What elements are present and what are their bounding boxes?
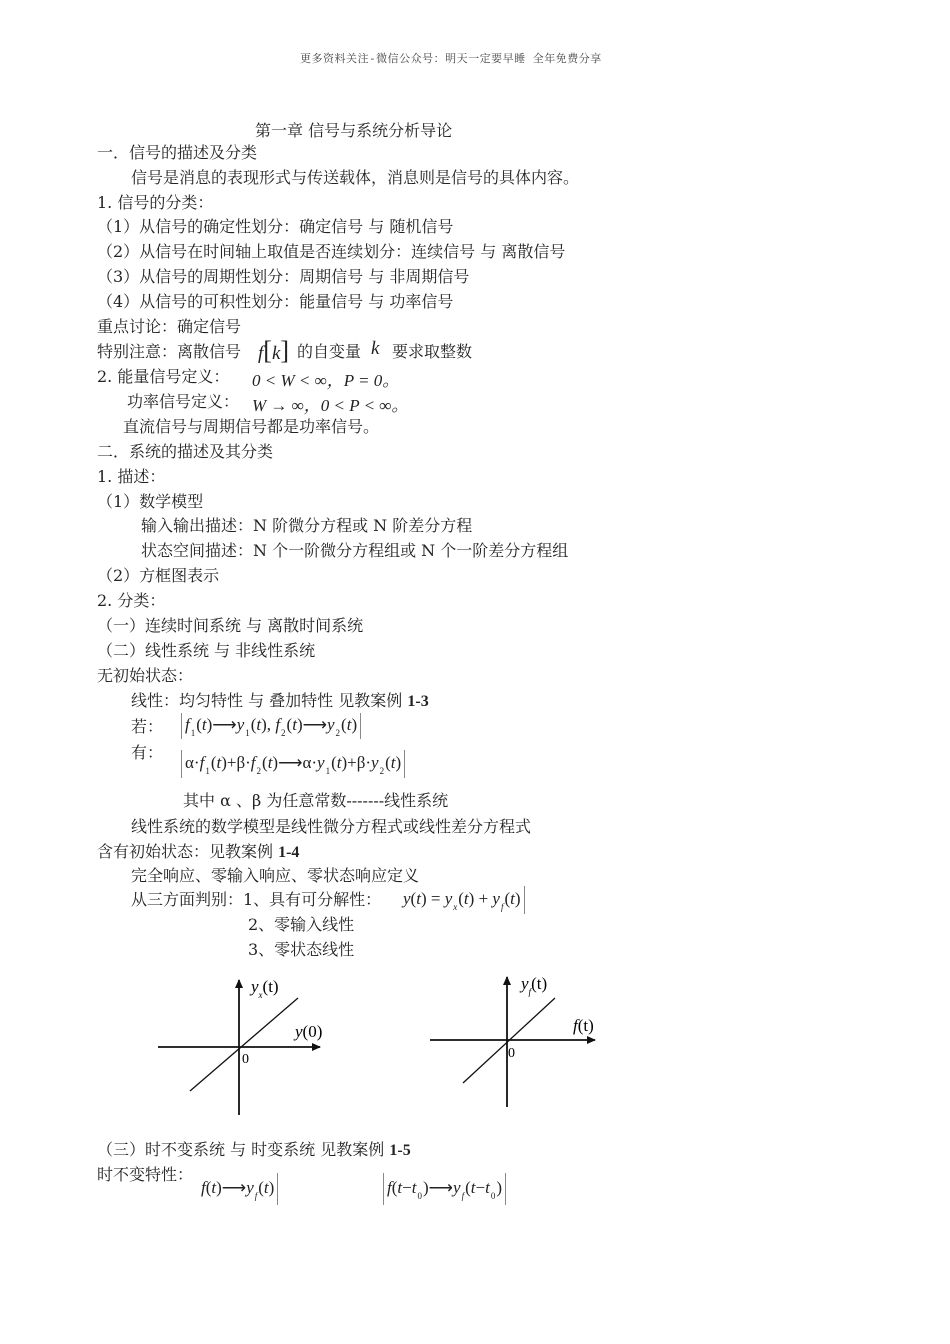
text-line: （1）数学模型: [97, 492, 204, 511]
text-line: 重点讨论：确定信号: [97, 317, 242, 336]
f-of-k-formula: f[k]: [258, 336, 290, 365]
text-line: 特别注意：离散信号: [97, 342, 242, 361]
y-axis-label: $y_x(t)$: [251, 977, 279, 1000]
text-line: （一）连续时间系统 与 离散时间系统: [97, 616, 364, 635]
paragraph: 信号是消息的表现形式与传送载体，消息则是信号的具体内容。: [131, 168, 580, 187]
page-header: 更多资料关注-微信公众号：明天一定要早睡 全年免费分享: [300, 52, 602, 65]
decomposition-formula: $y(t) = y_x(t) + y_f(t)$: [400, 886, 525, 914]
text-line: 无初始状态：: [97, 666, 194, 685]
text-line: 要求取整数: [392, 342, 473, 361]
text-line: 3、零状态线性: [248, 940, 355, 959]
text-line: 时不变特性：: [97, 1165, 194, 1184]
list-heading: 1. 信号的分类：: [97, 193, 214, 212]
linear-response-line: [190, 998, 298, 1091]
list-item: （1）从信号的确定性划分：确定信号 与 随机信号: [97, 217, 454, 236]
time-invariance-formula-2: $f(t-t_0)⟶y_f(t-t_0)$: [383, 1173, 506, 1205]
zero-input-linearity-graph: [150, 965, 340, 1120]
energy-formula: 0 < W < ∞，P = 0。: [252, 371, 400, 390]
x-axis-label: f(t): [573, 1016, 594, 1035]
text-line: （三）时不变系统 与 时变系统 见教案例 1-5: [97, 1140, 411, 1159]
text-line: 完全响应、零输入响应、零状态响应定义: [131, 866, 420, 885]
text-line: 含有初始状态：见教案例 1-4: [97, 842, 300, 861]
section-heading-2: 二．系统的描述及其分类: [97, 442, 274, 461]
text-line: 2. 分类：: [97, 591, 166, 610]
text-line: 线性系统的数学模型是线性微分方程式或线性差分方程式: [131, 817, 532, 836]
chapter-title: 第一章 信号与系统分析导论: [255, 121, 453, 140]
text-line: 有：: [131, 743, 164, 762]
text-line: 1. 描述：: [97, 467, 166, 486]
text-line: 从三方面判别：1、具有可分解性：: [131, 890, 382, 909]
zero-state-linearity-graph: [425, 965, 615, 1120]
linearity-formula-if: $f_1(t)⟶y_1(t)$, $f_2(t)⟶y_2(t)$: [181, 713, 361, 739]
text-line: （2）方框图表示: [97, 566, 220, 585]
text-line: 的自变量: [297, 342, 362, 361]
text-line: 2. 能量信号定义：: [97, 367, 230, 386]
text-line: 功率信号定义：: [127, 392, 240, 411]
list-item: （3）从信号的周期性划分：周期信号 与 非周期信号: [97, 267, 470, 286]
linearity-formula-then: $\alpha\cdot f_1(t)+\beta\cdot f_2(t)⟶\alpha\cdot y_1(t)+\beta\cdot y_2(t)$: [181, 750, 405, 778]
section-heading-1: 一．信号的描述及分类: [97, 143, 258, 162]
x-axis-label: y(0): [295, 1022, 323, 1041]
list-item: （4）从信号的可积性划分：能量信号 与 功率信号: [97, 292, 454, 311]
text-line: 输入输出描述：N 阶微分方程或 N 阶差分方程: [141, 516, 473, 535]
text-line: 状态空间描述：N 个一阶微分方程组或 N 个一阶差分方程组: [141, 541, 569, 560]
text-line: 直流信号与周期信号都是功率信号。: [123, 417, 380, 436]
text-line: 其中 α 、β 为任意常数-------线性系统: [183, 791, 449, 810]
k-symbol: k: [371, 338, 380, 359]
text-line: 线性：均匀特性 与 叠加特性 见教案例 1-3: [131, 691, 429, 710]
time-invariance-formula-1: $f(t)⟶y_f(t)$: [198, 1173, 278, 1205]
origin-label: 0: [242, 1052, 249, 1067]
power-formula: W → ∞，0 < P < ∞。: [252, 396, 409, 415]
y-axis-label: $y_f(t)$: [521, 974, 548, 997]
list-item: （2）从信号在时间轴上取值是否连续划分：连续信号 与 离散信号: [97, 242, 566, 261]
text-line: 若：: [131, 717, 164, 736]
origin-label: 0: [508, 1046, 515, 1061]
text-line: （二）线性系统 与 非线性系统: [97, 641, 316, 660]
text-line: 2、零输入线性: [248, 915, 355, 934]
